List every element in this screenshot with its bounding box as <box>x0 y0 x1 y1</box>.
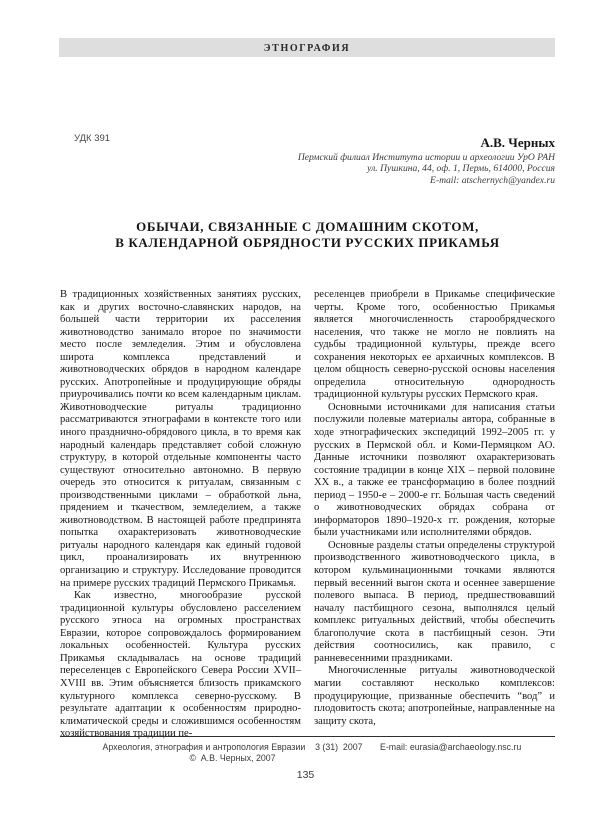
paragraph: Как известно, многообразие русской традиционной культуры обусловлено расселением русского этноса на огромных пространствах Евразии, которое сопровождалось формированием локальных особенностей. Культура русских Прикамья складывалась на основе традиций переселенцев с Европейского Севера России XVII–XVIII вв. Этим объясняется близость прикамского культурного комплекса северно-русскому. В результате адаптации к особенностям природно-климатической среды и сложившимся особенностям хозяйствования традиции пе- <box>60 590 301 740</box>
copyright-line: © А.В. Черных, 2007 <box>189 753 276 763</box>
article-title-line-1: ОБЫЧАИ, СВЯЗАННЫЕ С ДОМАШНИМ СКОТОМ, <box>136 219 479 234</box>
author-email: E-mail: atschernych@yandex.ru <box>430 174 555 186</box>
udc-code: УДК 391 <box>74 133 111 144</box>
article-title <box>60 219 555 250</box>
article-body <box>60 289 555 741</box>
affiliation-address: ул. Пушкина, 44, оф. 1, Пермь, 614000, Россия <box>367 163 555 175</box>
journal-info: Археология, этнография и антропология Евразии 3 (31) 2007 <box>102 742 363 752</box>
section-header-bar <box>59 38 555 57</box>
author-name: А.В. Черных <box>480 135 555 150</box>
footer-journal-block <box>60 742 405 764</box>
affiliation-line: Пермский филиал Института истории и археологии УрО РАН <box>297 152 555 163</box>
right-column <box>314 289 555 741</box>
paragraph: Основные разделы статьи определены структурой производственного животноводческого цикла, в котором кульминационными точками являются первый весенний выгон скота и осеннее завершение полевого выпаса. В период, предшествовавший началу пастбищного сезона, выполнялся целый комплекс ритуальных действий, чтобы обеспечить благополучие скота в пастбищный сезон. Эти действия соотносились, как правило, с ранневесенними праздниками. <box>314 539 555 664</box>
paragraph: Многочисленные ритуалы животноводческой магии составляют несколько комплексов: продуцирующие, призванные обеспечить “вод” и плодовитость скота; апотропейные, направленные на защиту скота, <box>314 665 555 727</box>
section-label: ЭТНОГРАФИЯ <box>263 43 351 54</box>
article-title-line-2: В КАЛЕНДАРНОЙ ОБРЯДНОСТИ РУССКИХ ПРИКАМЬЯ <box>115 234 500 250</box>
paragraph: В традиционных хозяйственных занятиях русских, как и других восточно-славянских народов, на большей части территории их расселения животноводство занимало второе по значимости место после земледелия. Этим и обусловлена широта комплекса представлений и животноводческих обрядов в народном календаре русских. Апотропейные и продуцирующие обряды приурочивались почти ко всем календарным циклам. Животноводческие ритуалы традиционно рассматриваются этнографами в контексте того или иного празднично-обрядового цикла, в то время как народный календарь представляет собой сложную структуру, в которой отдельные компоненты часто существуют относительно автономно. В первую очередь это относится к ритуалам, связанным с производственными циклами – обработкой льна, прядением и ткачеством, земледелием, а также животноводством. В настоящей работе предпринята попытка охарактеризовать животноводческие ритуалы народного календаря как единый годовой цикл, проанализировать их внутреннюю организацию и структуру. Исследование проводится на примере русских традиций Пермского Прикамья. <box>60 289 301 589</box>
footer-email: E-mail: eurasia@archaeology.nsc.ru <box>380 742 522 752</box>
paragraph: Основными источниками для написания статьи послужили полевые материалы автора, собранные в ходе этнографических экспедиций 1992–2005 гг. у русских в Пермской обл. и Коми-Пермяцком АО. Данные источники позволяют охарактеризовать состояние традиции в конце XIX – первой половине XX в., а также ее трансформацию в более поздний период – 1950-е – 2000-е гг. Бо́льшая часть сведений о животноводческих обрядах собрана от информаторов 1890–1920-х гг. рождения, которые были участниками или исполнителями обрядов. <box>314 401 555 539</box>
author-block <box>298 135 555 186</box>
paragraph: реселенцев приобрели в Прикамье специфические черты. Кроме того, особенностью Прикамья является многочисленность старообрядческого населения, что также не могло не повлиять на судьбы традиционной культуры, прежде всего сохранения некоторых ее архаичных комплексов. В целом общность северно-русской основы населения определила относительную однородность традиционной культуры русских Пермского края. <box>314 289 555 401</box>
left-column <box>60 289 301 741</box>
footer-divider <box>60 736 555 737</box>
page-number: 135 <box>296 769 315 781</box>
